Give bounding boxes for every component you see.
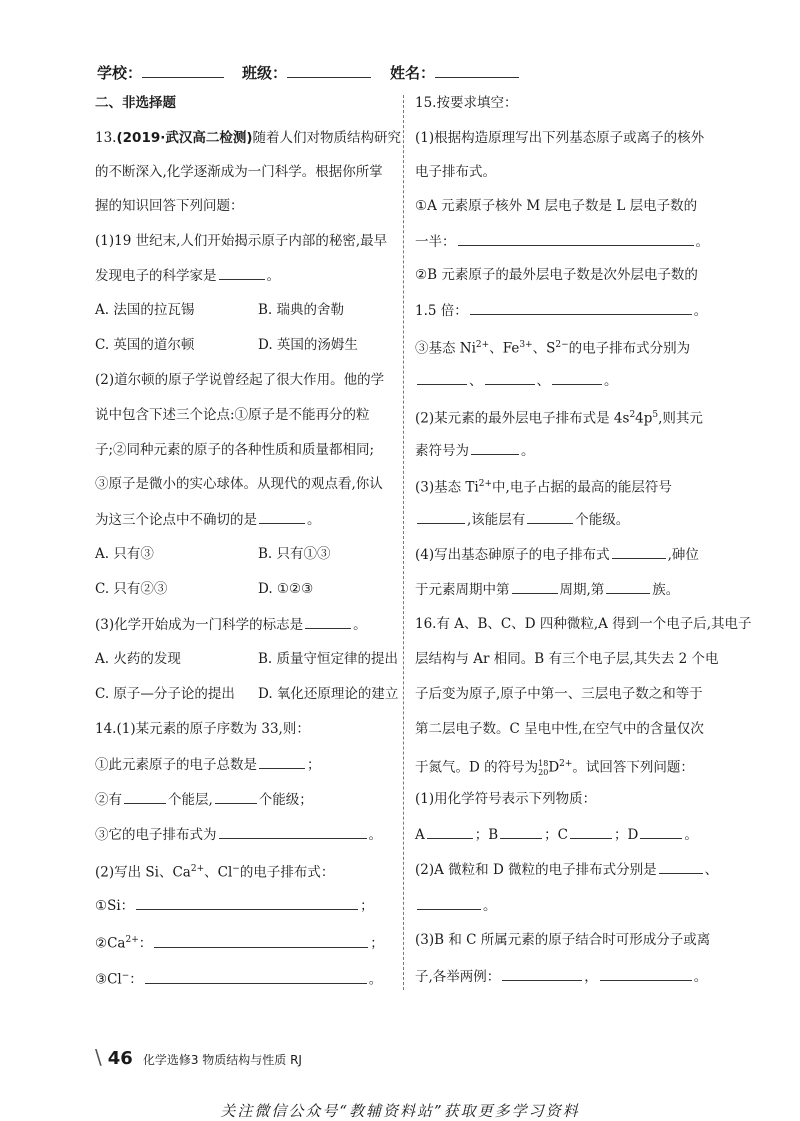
q13-p2-option-a[interactable]: A. 只有③ bbox=[95, 546, 154, 562]
answer-blank[interactable] bbox=[427, 825, 473, 839]
answer-blank[interactable] bbox=[259, 510, 305, 524]
q13-line-1: 13.(2019·武汉高二检测)随着人们对物质结构研究 bbox=[95, 130, 402, 146]
q15-p1-line-2: 电子排布式。 bbox=[415, 164, 496, 180]
q15-b-line-1: ②B 元素原子的最外层电子数是次外层电子数的 bbox=[415, 267, 698, 283]
page-number: 46 bbox=[107, 1048, 133, 1069]
answer-blank[interactable] bbox=[502, 967, 582, 981]
footer-slash: \ bbox=[95, 1045, 102, 1069]
answer-blank[interactable] bbox=[606, 580, 650, 594]
column-divider bbox=[403, 95, 404, 990]
q13-p1-option-c[interactable]: C. 英国的道尔顿 bbox=[95, 337, 195, 353]
answer-blank[interactable] bbox=[570, 825, 612, 839]
book-title: 化学选修3 物质结构与性质 RJ bbox=[142, 1053, 302, 1067]
answer-blank[interactable] bbox=[219, 825, 367, 839]
page-footer bbox=[95, 1045, 302, 1069]
q13-p2-line-1: (2)道尔顿的原子学说曾经起了很大作用。他的学 bbox=[95, 372, 385, 388]
q14-ca-line: $②Ca^{2+}$： ； bbox=[95, 935, 384, 952]
answer-blank[interactable] bbox=[417, 371, 467, 385]
q15-p1-line-1: (1)根据构造原理写出下列基态原子或离子的核外 bbox=[415, 130, 705, 146]
q16-symbols-line: A ；B ；C ；D 。 bbox=[415, 827, 698, 843]
q13-p2-line-5: 为这三个论点中不确切的是 。 bbox=[95, 512, 321, 528]
answer-blank[interactable] bbox=[485, 371, 535, 385]
q14-cl-line: ③Cl−： 。 bbox=[95, 971, 383, 988]
answer-blank[interactable] bbox=[154, 934, 368, 948]
q13-line-3: 握的知识回答下列问题： bbox=[95, 198, 244, 214]
school-field[interactable] bbox=[97, 62, 224, 83]
q15-p3-line-2: ,该能层有 个能级。 bbox=[415, 510, 629, 529]
q15-line-1: 15.按要求填空： bbox=[415, 95, 518, 111]
q14-part-c: ③它的电子排布式为 。 bbox=[95, 827, 382, 843]
section-title: 二、非选择题 bbox=[95, 95, 176, 111]
answer-blank[interactable] bbox=[417, 510, 465, 524]
name-blank[interactable] bbox=[435, 65, 519, 78]
wechat-notice: 关注微信公众号“教辅资料站”获取更多学习资料 bbox=[220, 1102, 580, 1120]
q16-line-3: 子后变为原子,原子中第一、三层电子数之和等于 bbox=[415, 686, 703, 702]
answer-blank[interactable] bbox=[500, 825, 542, 839]
class-blank[interactable] bbox=[287, 65, 371, 78]
q16-line-2: 层结构与 Ar 相同。B 有三个电子层,其失去 2 个电 bbox=[415, 651, 719, 667]
q15-a-line-2: 一半： 。 bbox=[415, 234, 709, 250]
q15-p4-line-2: 于元素周期中第 周期,第 族。 bbox=[415, 582, 680, 598]
q13-p2-line-2: 说中包含下述三个论点:①原子是不能再分的粒 bbox=[95, 407, 370, 423]
q15-p2-line-2: 素符号为 。 bbox=[415, 443, 535, 459]
q13-p3-line: (3)化学开始成为一门科学的标志是 。 bbox=[95, 617, 367, 633]
q13-p3-option-b[interactable]: B. 质量守恒定律的提出 bbox=[258, 651, 399, 667]
answer-blank[interactable] bbox=[552, 371, 602, 385]
class-label: 班级： bbox=[242, 64, 288, 82]
school-blank[interactable] bbox=[142, 65, 224, 78]
q13-p1-option-d[interactable]: D. 英国的汤姆生 bbox=[258, 337, 358, 353]
answer-blank[interactable] bbox=[458, 232, 694, 246]
q14-si-line: ①Si： ； bbox=[95, 898, 374, 914]
answer-blank[interactable] bbox=[124, 790, 166, 804]
q14-line-1: 14.(1)某元素的原子序数为 33,则： bbox=[95, 721, 310, 737]
q13-p2-option-c[interactable]: C. 只有②③ bbox=[95, 581, 168, 597]
q14-p2-line: (2)写出 Si、$Ca^{2+}$、Cl−的电子排布式： bbox=[95, 864, 335, 881]
q16-p3-line-2: 子,各举两例： ， 。 bbox=[415, 969, 708, 985]
q14-part-b: ②有 个能层, 个能级； bbox=[95, 792, 313, 808]
answer-blank[interactable] bbox=[215, 790, 257, 804]
answer-blank[interactable] bbox=[471, 441, 519, 455]
answer-blank[interactable] bbox=[640, 825, 682, 839]
answer-blank[interactable] bbox=[305, 615, 351, 629]
q15-p2-line-1: (2)某元素的最外层电子排布式是 $4s^24p^5$,则其元 bbox=[415, 410, 703, 427]
q13-p3-option-a[interactable]: A. 火药的发现 bbox=[95, 651, 181, 667]
answer-blank[interactable] bbox=[259, 755, 305, 769]
name-field[interactable] bbox=[390, 62, 519, 83]
answer-blank[interactable] bbox=[512, 580, 558, 594]
answer-blank[interactable] bbox=[612, 545, 666, 559]
q16-line-4: 第二层电子数。C 呈电中性,在空气中的含量仅次 bbox=[415, 721, 704, 737]
answer-blank[interactable] bbox=[219, 266, 265, 280]
q15-b-line-2: 1.5 倍： 。 bbox=[415, 303, 708, 319]
answer-blank[interactable] bbox=[659, 860, 703, 874]
answer-blank[interactable] bbox=[470, 301, 692, 315]
q13-line-2: 的不断深入,化学逐渐成为一门科学。根据你所掌 bbox=[95, 164, 383, 180]
q13-p1-option-a[interactable]: A. 法国的拉瓦锡 bbox=[95, 302, 195, 318]
q13-p2-line-4: ③原子是微小的实心球体。从现代的观点看,你认 bbox=[95, 476, 383, 492]
name-label: 姓名： bbox=[390, 64, 436, 82]
answer-blank[interactable] bbox=[600, 967, 692, 981]
q15-p3-line-1: (3)基态 $Ti^{2+}$中,电子占据的最高的能层符号 bbox=[415, 479, 672, 496]
answer-blank[interactable] bbox=[417, 896, 481, 910]
q15-c-line-1: ③基态 $Ni^{2+}$、$Fe^{3+}$、$S^{2-}$的电子排布式分别为 bbox=[415, 340, 691, 357]
q14-part-a: ①此元素原子的电子总数是 ； bbox=[95, 757, 321, 773]
q15-a-line-1: ①A 元素原子核外 M 层电子数是 L 层电子数的 bbox=[415, 198, 698, 214]
school-label: 学校： bbox=[97, 64, 143, 82]
answer-blank[interactable] bbox=[145, 970, 367, 984]
q13-p1-line-1: (1)19 世纪末,人们开始揭示原子内部的秘密,最早 bbox=[95, 233, 388, 249]
q16-line-1: 16.有 A、B、C、D 四种微粒,A 得到一个电子后,其电子 bbox=[415, 616, 752, 632]
q13-p3-option-c[interactable]: C. 原子—分子论的提出 bbox=[95, 686, 235, 702]
q16-line-5: 于氮气。D 的符号为18 $20D^{2+}$。试回答下列问题： bbox=[415, 759, 694, 777]
q15-c-line-2: 、 、 。 bbox=[415, 371, 618, 390]
q13-p1-line-2: 发现电子的科学家是 。 bbox=[95, 268, 280, 284]
q13-p1-option-b[interactable]: B. 瑞典的舍勒 bbox=[258, 302, 345, 318]
q16-p1-line: (1)用化学符号表示下列物质： bbox=[415, 791, 597, 807]
q16-p2-line-1: (2)A 微粒和 D 微粒的电子排布式分别是 、 bbox=[415, 862, 719, 878]
q16-p2-line-2: 。 bbox=[415, 896, 497, 915]
q16-p3-line-1: (3)B 和 C 所属元素的原子结合时可形成分子或离 bbox=[415, 932, 711, 948]
q13-p2-option-b[interactable]: B. 只有①③ bbox=[258, 546, 331, 562]
q13-p2-option-d[interactable]: D. ①②③ bbox=[258, 581, 314, 597]
q15-p4-line-1: (4)写出基态砷原子的电子排布式 ,砷位 bbox=[415, 547, 699, 563]
class-field[interactable] bbox=[242, 62, 371, 83]
q13-p3-option-d[interactable]: D. 氧化还原理论的建立 bbox=[258, 686, 399, 702]
answer-blank[interactable] bbox=[136, 896, 358, 910]
q13-p2-line-3: 子;②同种元素的原子的各种性质和质量都相同; bbox=[95, 442, 375, 458]
answer-blank[interactable] bbox=[527, 510, 573, 524]
